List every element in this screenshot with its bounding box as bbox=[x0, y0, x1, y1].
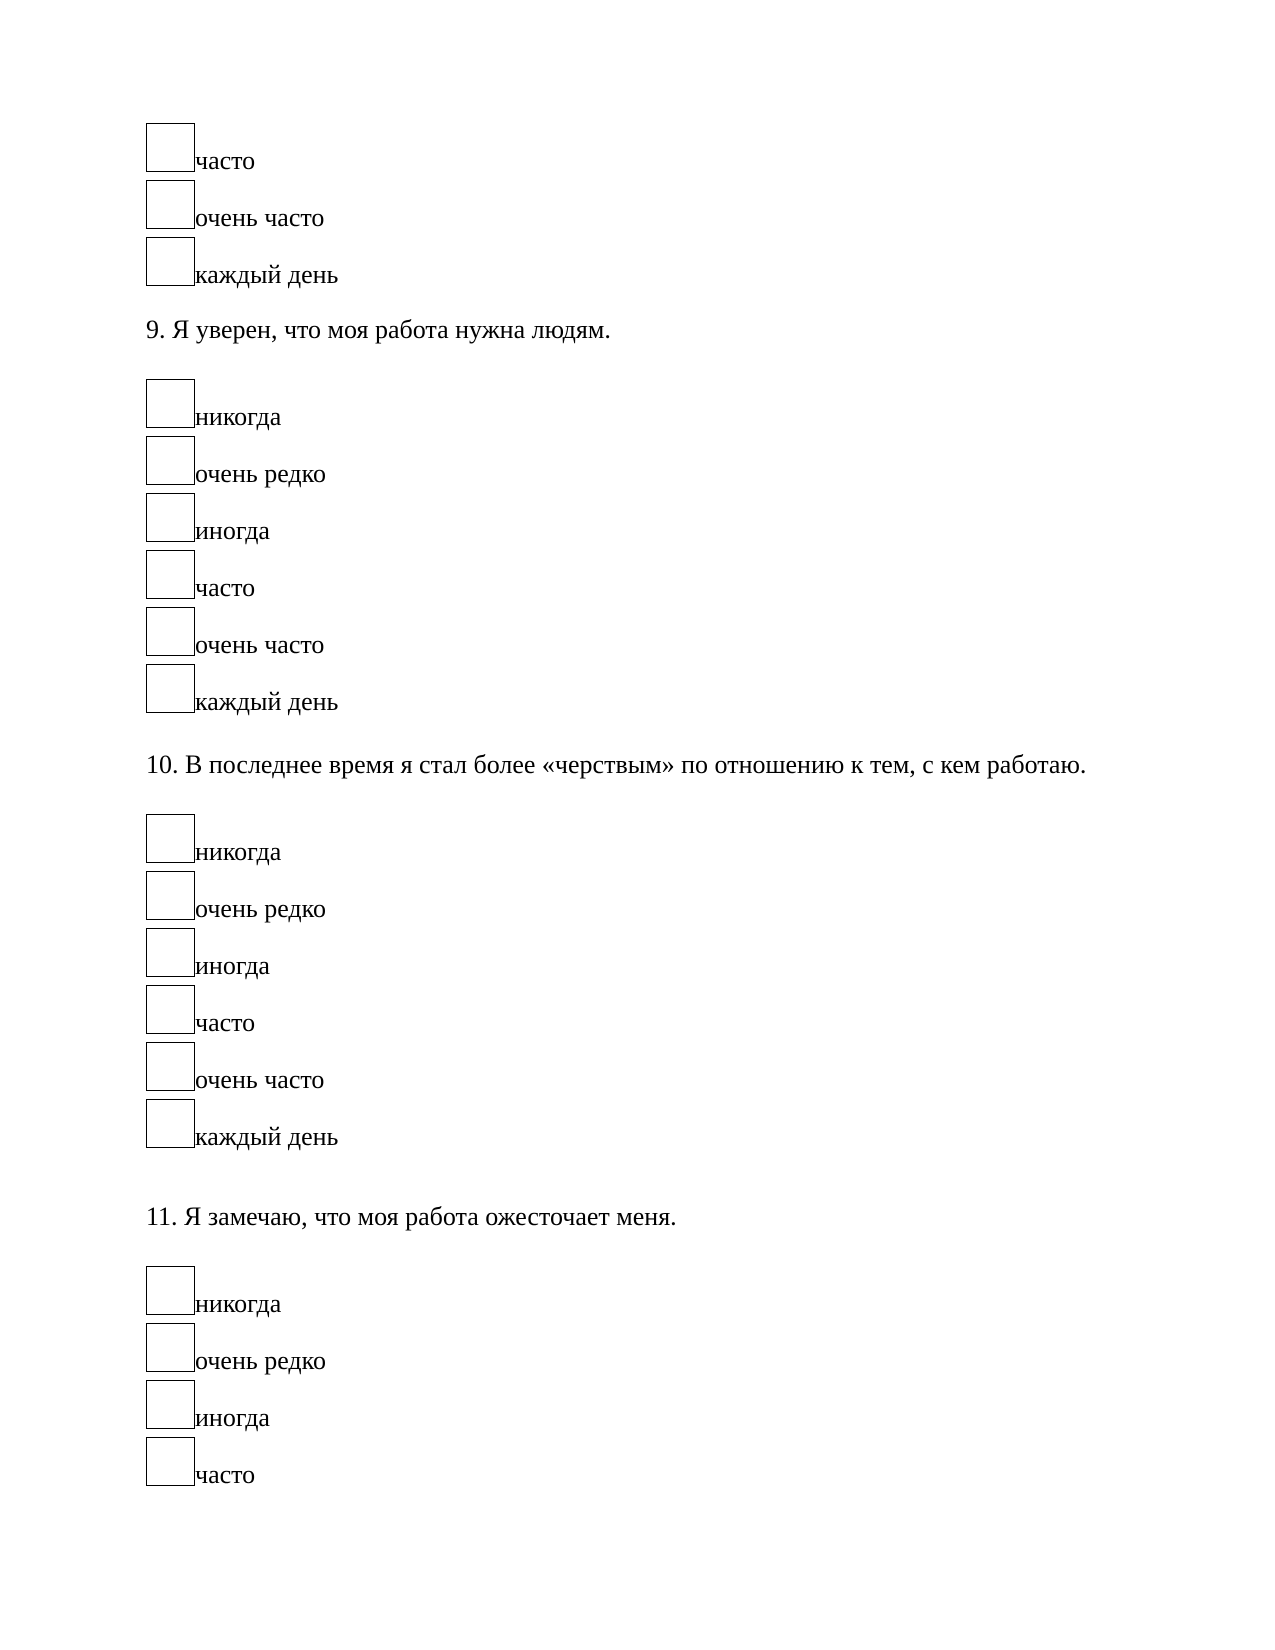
answer-option[interactable] bbox=[146, 865, 1106, 922]
answer-checkbox[interactable] bbox=[146, 1323, 195, 1372]
answer-checkbox[interactable] bbox=[146, 814, 195, 863]
answer-option[interactable] bbox=[146, 1260, 1106, 1317]
answer-checkbox[interactable] bbox=[146, 1380, 195, 1429]
answer-label: часто bbox=[195, 1008, 256, 1037]
answer-checkbox[interactable] bbox=[146, 379, 195, 428]
question-10 bbox=[146, 748, 1106, 1150]
answer-checkbox[interactable] bbox=[146, 550, 195, 599]
answer-label: каждый день bbox=[195, 687, 339, 716]
answer-label: никогда bbox=[195, 402, 282, 431]
answer-option[interactable] bbox=[146, 601, 1106, 658]
answer-option[interactable] bbox=[146, 1431, 1106, 1488]
answer-checkbox[interactable] bbox=[146, 1266, 195, 1315]
answer-checkbox[interactable] bbox=[146, 985, 195, 1034]
answer-label: иногда bbox=[195, 951, 270, 980]
question-11 bbox=[146, 1200, 1106, 1488]
answer-option[interactable] bbox=[146, 658, 1106, 715]
answer-option[interactable] bbox=[146, 922, 1106, 979]
answer-checkbox[interactable] bbox=[146, 180, 195, 229]
answer-option[interactable] bbox=[146, 1317, 1106, 1374]
answer-checkbox[interactable] bbox=[146, 871, 195, 920]
answer-checkbox[interactable] bbox=[146, 493, 195, 542]
answer-label: никогда bbox=[195, 1289, 282, 1318]
question-text: 11. Я замечаю, что моя работа ожесточает меня. bbox=[146, 1202, 677, 1231]
answer-label: иногда bbox=[195, 1403, 270, 1432]
answer-checkbox[interactable] bbox=[146, 1099, 195, 1148]
answer-checkbox[interactable] bbox=[146, 123, 195, 172]
answer-checkbox[interactable] bbox=[146, 928, 195, 977]
answer-label: очень редко bbox=[195, 459, 326, 488]
answer-option[interactable] bbox=[146, 231, 1106, 288]
answer-label: каждый день bbox=[195, 1122, 339, 1151]
answer-label: иногда bbox=[195, 516, 270, 545]
question-text: 10. В последнее время я стал более «черствым» по отношению к тем, с кем работаю. bbox=[146, 750, 1087, 779]
question-8-continuation bbox=[146, 117, 1106, 288]
answer-label: часто bbox=[195, 146, 256, 175]
answer-label: очень часто bbox=[195, 630, 325, 659]
answer-label: никогда bbox=[195, 837, 282, 866]
answer-label: очень часто bbox=[195, 1065, 325, 1094]
answer-checkbox[interactable] bbox=[146, 1042, 195, 1091]
answer-label: каждый день bbox=[195, 260, 339, 289]
question-9 bbox=[146, 313, 1106, 715]
answer-option[interactable] bbox=[146, 430, 1106, 487]
answer-option[interactable] bbox=[146, 117, 1106, 174]
answer-checkbox[interactable] bbox=[146, 664, 195, 713]
question-text: 9. Я уверен, что моя работа нужна людям. bbox=[146, 315, 611, 344]
answer-option[interactable] bbox=[146, 487, 1106, 544]
answer-option[interactable] bbox=[146, 808, 1106, 865]
answer-label: часто bbox=[195, 1460, 256, 1489]
answer-label: очень редко bbox=[195, 894, 326, 923]
answer-option[interactable] bbox=[146, 1036, 1106, 1093]
answer-option[interactable] bbox=[146, 174, 1106, 231]
answer-option[interactable] bbox=[146, 1374, 1106, 1431]
answer-option[interactable] bbox=[146, 1093, 1106, 1150]
answer-label: очень часто bbox=[195, 203, 325, 232]
answer-label: часто bbox=[195, 573, 256, 602]
answer-option[interactable] bbox=[146, 979, 1106, 1036]
answer-checkbox[interactable] bbox=[146, 436, 195, 485]
answer-label: очень редко bbox=[195, 1346, 326, 1375]
answer-option[interactable] bbox=[146, 544, 1106, 601]
answer-checkbox[interactable] bbox=[146, 607, 195, 656]
answer-option[interactable] bbox=[146, 373, 1106, 430]
answer-checkbox[interactable] bbox=[146, 1437, 195, 1486]
answer-checkbox[interactable] bbox=[146, 237, 195, 286]
